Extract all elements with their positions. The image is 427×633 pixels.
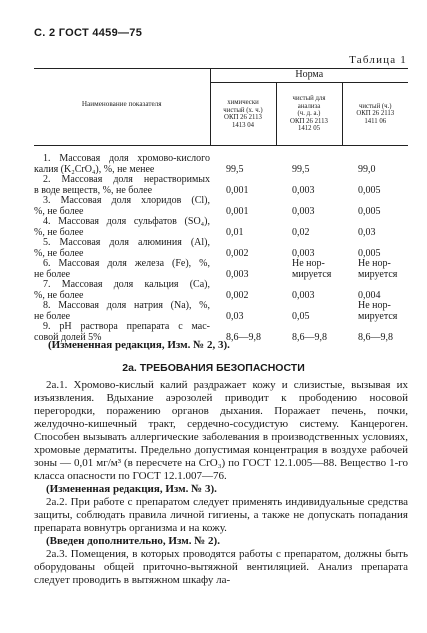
page-header: С. 2 ГОСТ 4459—75 <box>34 27 143 39</box>
row-name <box>34 154 210 175</box>
value-line: мируется <box>292 268 332 280</box>
row-name <box>34 196 210 217</box>
value-line: 0,03 <box>358 226 376 238</box>
c2-line: чистый для <box>292 95 326 103</box>
row-value <box>210 280 276 301</box>
paragraph-2a2: 2а.2. При работе с препаратом следует применять индивидуальные средства защиты, соблюдать правила личной гигиены, а также не допускать попадания препарата вовнутрь организма и на кожу. <box>34 496 408 534</box>
value-line: 0,002 <box>226 247 249 259</box>
row-name-line: %, не более <box>34 289 84 301</box>
row-name <box>34 280 210 301</box>
row-value <box>276 175 342 196</box>
edit-note-2: (Измененная редакция, Изм. № 3). <box>46 483 217 495</box>
c2-line: (ч. д. а.) <box>297 110 321 118</box>
row-name-line: %, не более <box>34 247 84 259</box>
c1-line: чистый (х. ч.) <box>223 106 263 114</box>
paragraph-2a3: 2а.3. Помещения, в которых проводятся работы с препаратом, должны быть оборудованы общей приточно-вытяжной вентиляцией. Анализ препарата следует проводить в вытяжном шкафу ла- <box>34 548 408 586</box>
value-line: мируется <box>358 268 398 280</box>
value-line: 8,6—9,8 <box>226 331 261 343</box>
row-name-line: совой долей 5% <box>34 331 102 343</box>
row-name-line: 3. Массовая доля хлоридов (Cl), <box>43 195 210 206</box>
value-line: 0,01 <box>226 226 244 238</box>
row-name-line: калия (K₂CrO₄), %, не менее <box>34 163 155 175</box>
column-header-ch <box>342 83 408 146</box>
row-value <box>342 154 408 175</box>
row-value <box>342 217 408 238</box>
value-line: 0,05 <box>292 310 310 322</box>
row-value <box>276 280 342 301</box>
row-name <box>34 259 210 280</box>
value-line: 0,005 <box>358 184 381 196</box>
c1-line: химически <box>227 99 259 106</box>
row-name-line: 6. Массовая доля железа (Fe), %, <box>43 258 210 269</box>
value-line: Не нор- <box>358 300 391 311</box>
table-row <box>34 301 408 322</box>
row-value <box>342 238 408 259</box>
value-line: 0,005 <box>358 205 381 217</box>
value-line: 0,001 <box>226 205 249 217</box>
row-value <box>342 301 408 322</box>
row-name <box>34 301 210 322</box>
row-value <box>276 196 342 217</box>
column-header-xch <box>210 83 276 146</box>
c1-line: ОКП 26 2113 <box>224 114 262 121</box>
name-header-cell <box>34 69 210 146</box>
value-line: 0,003 <box>292 247 315 259</box>
c2-line: ОКП 26 2113 <box>290 117 328 125</box>
row-name-line: в воде веществ, %, не более <box>34 184 153 196</box>
row-name-line: 9. pH раствора препарата с мас- <box>43 321 210 332</box>
row-value <box>276 259 342 280</box>
row-name-line: 1. Массовая доля хромово-кислого <box>43 153 210 164</box>
row-name <box>34 238 210 259</box>
column-header-name: Наименование показателя <box>81 100 162 108</box>
value-line: 8,6—9,8 <box>292 331 327 343</box>
row-value <box>276 322 342 343</box>
value-line: 99,0 <box>358 163 376 175</box>
value-line: 0,002 <box>226 289 249 301</box>
row-name-line: %, не более <box>34 226 84 238</box>
value-line: 0,003 <box>292 184 315 196</box>
section-title: 2а. ТРЕБОВАНИЯ БЕЗОПАСНОСТИ <box>122 362 305 374</box>
table-caption: Таблица 1 <box>349 54 407 66</box>
c3-line: ОКП 26 2113 <box>356 110 395 118</box>
row-value <box>276 154 342 175</box>
table-row <box>34 175 408 196</box>
paragraph-2a1: 2а.1. Хромово-кислый калий раздражает кожу и слизистые, вызывая их изъязвления. Вдыхание аэрозолей приводит к прободению носовой перегородки, поражению органов дыхания. Поражает печень, почки, желудочно-кишечный тракт, сердечно-сосудистую систему. Канцероген. Способен вызывать аллергические заболевания в производственных условиях, хромовые дерматиты. Предельно допустимая концентрация в воздухе рабочей зоны — 0,01 мг/м³ (в пересчете на CrO₃) по ГОСТ 12.1.005—88. Вещество 1-го класса опасности по ГОСТ 12.1.007—76. <box>34 379 408 482</box>
row-name-line: %, не более <box>34 205 84 217</box>
row-name-line: 2. Массовая доля нерастворимых <box>43 174 210 185</box>
value-line: 0,003 <box>292 205 315 217</box>
row-value <box>342 175 408 196</box>
row-value <box>210 301 276 322</box>
c2-line: 1412 05 <box>297 125 321 133</box>
value-line: 0,02 <box>292 226 310 238</box>
edit-note-3: (Введен дополнительно, Изм. № 2). <box>46 535 220 547</box>
table-row <box>34 238 408 259</box>
row-name <box>34 175 210 196</box>
c1-line: 1413 04 <box>231 121 255 129</box>
row-value <box>210 217 276 238</box>
table-row <box>34 217 408 238</box>
row-name-line: 7. Массовая доля кальция (Ca), <box>43 279 210 290</box>
column-header-chda <box>276 83 342 146</box>
table-row <box>34 259 408 280</box>
row-value <box>210 196 276 217</box>
section-body <box>34 379 408 587</box>
table-row <box>34 196 408 217</box>
row-value <box>210 154 276 175</box>
column-header-norma: Норма <box>210 69 408 83</box>
c3-line: 1411 06 <box>364 117 387 125</box>
value-line: мируется <box>358 310 398 322</box>
row-value <box>342 196 408 217</box>
value-line: 0,001 <box>226 184 249 196</box>
value-line: 0,004 <box>358 289 381 301</box>
table-row <box>34 280 408 301</box>
row-value <box>276 301 342 322</box>
edit-note-1: (Измененная редакция, Изм. № 2, 3). <box>48 339 230 351</box>
c2-line: анализа <box>297 102 321 110</box>
row-value <box>342 280 408 301</box>
value-line: 0,005 <box>358 247 381 259</box>
row-value <box>210 238 276 259</box>
row-value <box>210 259 276 280</box>
row-value <box>342 259 408 280</box>
row-name-line: 5. Массовая доля алюминия (Al), <box>43 237 210 248</box>
row-value <box>210 175 276 196</box>
norms-table <box>34 68 408 343</box>
value-line: 0,003 <box>292 289 315 301</box>
value-line: 99,5 <box>292 163 310 175</box>
value-line: 8,6—9,8 <box>358 331 393 343</box>
value-line: 0,03 <box>226 310 244 322</box>
table-body <box>34 154 408 343</box>
row-name-line: 8. Массовая доля натрия (Na), %, <box>43 300 210 311</box>
row-name-line: не более <box>34 310 71 322</box>
value-line: Не нор- <box>292 258 325 269</box>
row-name-line: 4. Массовая доля сульфатов (SO₄), <box>43 216 210 227</box>
table-row <box>34 154 408 175</box>
row-value <box>342 322 408 343</box>
row-value <box>276 217 342 238</box>
value-line: Не нор- <box>358 258 391 269</box>
row-name <box>34 217 210 238</box>
value-line: 99,5 <box>226 163 244 175</box>
c3-line: чистый (ч.) <box>358 102 392 110</box>
value-line: 0,003 <box>226 268 249 280</box>
row-value <box>276 238 342 259</box>
row-name-line: не более <box>34 268 71 280</box>
